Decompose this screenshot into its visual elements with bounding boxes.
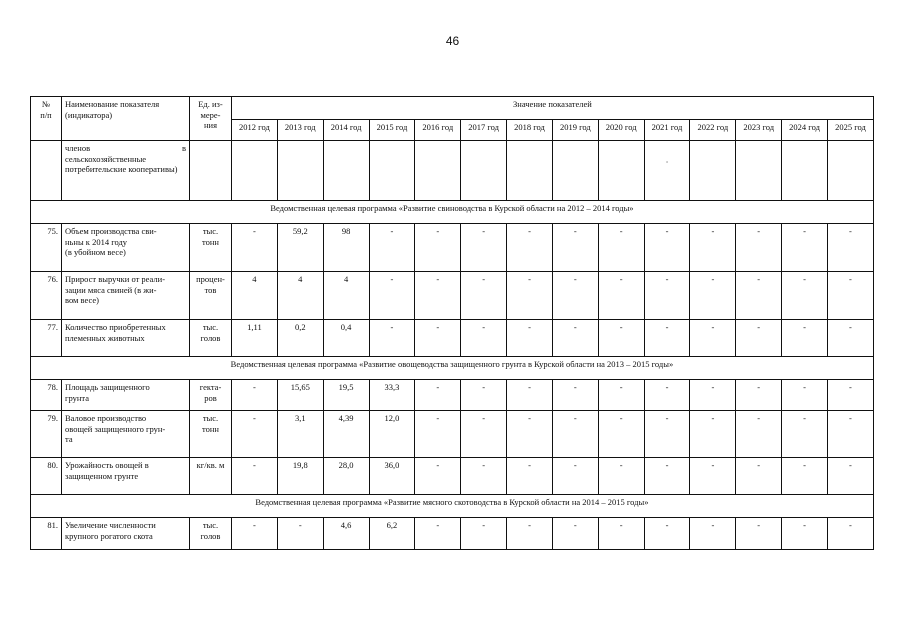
cell-name: Валовое производство овощей защищенного грун- та xyxy=(62,411,190,458)
cell-value xyxy=(598,141,644,201)
header-year: 2025 год xyxy=(827,120,873,141)
cell-num: 79. xyxy=(31,411,62,458)
cell-value: - xyxy=(782,458,828,495)
cell-value: - xyxy=(277,518,323,550)
header-year: 2017 год xyxy=(461,120,507,141)
section-title: Ведомственная целевая программа «Развитие свиноводства в Курской области на 2012 – 2014 годы» xyxy=(31,201,874,224)
cell-value: - xyxy=(690,518,736,550)
cell-unit: гекта- ров xyxy=(190,380,232,411)
header-year: 2021 год xyxy=(644,120,690,141)
cell-unit: тыс. тонн xyxy=(190,411,232,458)
cell-value: - xyxy=(461,458,507,495)
cell-value: - xyxy=(507,411,553,458)
cell-value: - xyxy=(552,411,598,458)
cell-name: Прирост выручки от реали- зации мяса свиней (в жи- вом весе) xyxy=(62,272,190,320)
cell-value xyxy=(827,141,873,201)
table-row xyxy=(31,411,874,458)
indicators-table xyxy=(30,96,874,550)
cell-value: 4 xyxy=(232,272,278,320)
header-unit: Ед. из- мере- ния xyxy=(190,97,232,141)
cell-value: 19,5 xyxy=(323,380,369,411)
cell-value: 36,0 xyxy=(369,458,415,495)
cell-value: - xyxy=(552,518,598,550)
cell-value: - xyxy=(782,272,828,320)
cell-value xyxy=(323,141,369,201)
cell-value: - xyxy=(232,380,278,411)
cell-value: - xyxy=(782,380,828,411)
cell-unit: тыс. тонн xyxy=(190,224,232,272)
cell-name: Площадь защищенного грунта xyxy=(62,380,190,411)
header-year: 2023 год xyxy=(736,120,782,141)
cell-unit: тыс. голов xyxy=(190,320,232,357)
cell-value: - xyxy=(736,320,782,357)
cell-value: - xyxy=(736,224,782,272)
cell-unit: тыс. голов xyxy=(190,518,232,550)
cell-value: - xyxy=(552,458,598,495)
section-row xyxy=(31,201,874,224)
table-row xyxy=(31,518,874,550)
cell-value: - xyxy=(782,320,828,357)
cell-value xyxy=(232,141,278,201)
table-row xyxy=(31,320,874,357)
cell-value: 4 xyxy=(323,272,369,320)
cell-value xyxy=(644,141,690,201)
cell-value: - xyxy=(415,518,461,550)
cell-value: - xyxy=(552,380,598,411)
cell-value: - xyxy=(232,411,278,458)
cell-value: - xyxy=(690,458,736,495)
cell-value: - xyxy=(690,380,736,411)
cell-value: - xyxy=(827,380,873,411)
cell-value: 4 xyxy=(277,272,323,320)
cell-value: - xyxy=(552,320,598,357)
cell-num xyxy=(31,141,62,201)
section-row xyxy=(31,495,874,518)
header-year: 2015 год xyxy=(369,120,415,141)
cell-value: - xyxy=(598,411,644,458)
cell-value: - xyxy=(415,320,461,357)
cell-value: 0,4 xyxy=(323,320,369,357)
header-year: 2022 год xyxy=(690,120,736,141)
header-year: 2012 год xyxy=(232,120,278,141)
cell-value: 59,2 xyxy=(277,224,323,272)
cell-value: - xyxy=(736,411,782,458)
cell-value: - xyxy=(461,320,507,357)
cell-value: - xyxy=(644,272,690,320)
cell-value: - xyxy=(736,272,782,320)
cell-value: - xyxy=(827,458,873,495)
cell-value: - xyxy=(644,411,690,458)
cell-value: - xyxy=(507,458,553,495)
cell-value: - xyxy=(461,224,507,272)
cell-unit xyxy=(190,141,232,201)
cell-value: - xyxy=(369,224,415,272)
cell-value: - xyxy=(782,224,828,272)
table-row xyxy=(31,458,874,495)
cell-value xyxy=(507,141,553,201)
cell-value: - xyxy=(507,518,553,550)
cell-value: 0,2 xyxy=(277,320,323,357)
header-year: 2024 год xyxy=(782,120,828,141)
cell-value: - xyxy=(644,518,690,550)
cell-value: 1,11 xyxy=(232,320,278,357)
cell-value: - xyxy=(461,518,507,550)
cell-value: - xyxy=(461,411,507,458)
cell-value: - xyxy=(690,224,736,272)
cell-name: членов в сельскохозяйственные потребительские кооперативы) xyxy=(62,141,190,201)
cell-value: - xyxy=(736,518,782,550)
cell-value: - xyxy=(598,458,644,495)
cell-value: - xyxy=(369,320,415,357)
cell-name: Количество приобретенных племенных животных xyxy=(62,320,190,357)
section-title: Ведомственная целевая программа «Развитие мясного скотоводства в Курской области на 2014 – 2015 годы» xyxy=(31,495,874,518)
cell-value: - xyxy=(827,224,873,272)
cell-value xyxy=(369,141,415,201)
cell-value: 3,1 xyxy=(277,411,323,458)
table-row xyxy=(31,272,874,320)
cell-value: - xyxy=(827,320,873,357)
cell-value: - xyxy=(736,380,782,411)
cell-value: - xyxy=(782,518,828,550)
header-row-1 xyxy=(31,97,874,120)
cell-value: - xyxy=(232,458,278,495)
cell-value: - xyxy=(369,272,415,320)
cell-value xyxy=(415,141,461,201)
cell-value: - xyxy=(461,272,507,320)
continuation-row xyxy=(31,141,874,201)
scan-dot: · xyxy=(665,157,669,167)
cell-value: - xyxy=(644,380,690,411)
cell-value: - xyxy=(552,224,598,272)
cell-value xyxy=(690,141,736,201)
cell-value: - xyxy=(415,458,461,495)
cell-value: - xyxy=(644,224,690,272)
cell-value: - xyxy=(232,518,278,550)
cell-unit: процен- тов xyxy=(190,272,232,320)
header-year: 2018 год xyxy=(507,120,553,141)
page-number: 46 xyxy=(445,34,460,48)
cell-value: - xyxy=(415,224,461,272)
cell-value: - xyxy=(690,320,736,357)
cell-value: 12,0 xyxy=(369,411,415,458)
cell-value: - xyxy=(415,380,461,411)
table-row xyxy=(31,224,874,272)
cell-value: - xyxy=(598,224,644,272)
cell-value: - xyxy=(598,518,644,550)
cell-value: - xyxy=(827,518,873,550)
cell-value: - xyxy=(644,458,690,495)
cell-value: - xyxy=(598,380,644,411)
header-year: 2020 год xyxy=(598,120,644,141)
cell-value: - xyxy=(827,411,873,458)
cell-value: - xyxy=(690,272,736,320)
cell-value: - xyxy=(507,272,553,320)
cell-value: - xyxy=(415,411,461,458)
header-year: 2016 год xyxy=(415,120,461,141)
cell-value: - xyxy=(782,411,828,458)
cell-name: Урожайность овощей в защищенном грунте xyxy=(62,458,190,495)
cell-value: - xyxy=(690,411,736,458)
cell-name: Увеличение численности крупного рогатого скота xyxy=(62,518,190,550)
cell-value: 33,3 xyxy=(369,380,415,411)
cell-value: - xyxy=(736,458,782,495)
cell-value: - xyxy=(507,380,553,411)
cell-value xyxy=(552,141,598,201)
cell-value: 4,6 xyxy=(323,518,369,550)
cell-num: 78. xyxy=(31,380,62,411)
header-values-title: Значение показателей xyxy=(232,97,874,120)
cell-num: 81. xyxy=(31,518,62,550)
cell-num: 76. xyxy=(31,272,62,320)
section-row xyxy=(31,357,874,380)
cell-value: - xyxy=(644,320,690,357)
cell-value: - xyxy=(598,272,644,320)
cell-value: - xyxy=(507,320,553,357)
cell-unit: кг/кв. м xyxy=(190,458,232,495)
cell-value: - xyxy=(461,380,507,411)
cell-value: - xyxy=(827,272,873,320)
cell-value: 15,65 xyxy=(277,380,323,411)
cell-value: - xyxy=(552,272,598,320)
table-row xyxy=(31,380,874,411)
cell-value: 4,39 xyxy=(323,411,369,458)
cell-value xyxy=(461,141,507,201)
section-title: Ведомственная целевая программа «Развитие овощеводства защищенного грунта в Курской области на 2013 – 2015 годы» xyxy=(31,357,874,380)
cell-value: 19,8 xyxy=(277,458,323,495)
cell-value: - xyxy=(507,224,553,272)
cell-num: 80. xyxy=(31,458,62,495)
cell-value xyxy=(736,141,782,201)
header-year: 2019 год xyxy=(552,120,598,141)
header-name: Наименование показателя (индикатора) xyxy=(62,97,190,141)
header-num: № п/п xyxy=(31,97,62,141)
cell-value xyxy=(782,141,828,201)
cell-name: Объем производства сви- ньны к 2014 году (в убойном весе) xyxy=(62,224,190,272)
cell-value: - xyxy=(415,272,461,320)
cell-value: 6,2 xyxy=(369,518,415,550)
cell-value: 98 xyxy=(323,224,369,272)
cell-value: - xyxy=(598,320,644,357)
cell-value xyxy=(277,141,323,201)
header-year: 2014 год xyxy=(323,120,369,141)
cell-num: 75. xyxy=(31,224,62,272)
cell-value: 28,0 xyxy=(323,458,369,495)
cell-num: 77. xyxy=(31,320,62,357)
cell-value: - xyxy=(232,224,278,272)
header-year: 2013 год xyxy=(277,120,323,141)
